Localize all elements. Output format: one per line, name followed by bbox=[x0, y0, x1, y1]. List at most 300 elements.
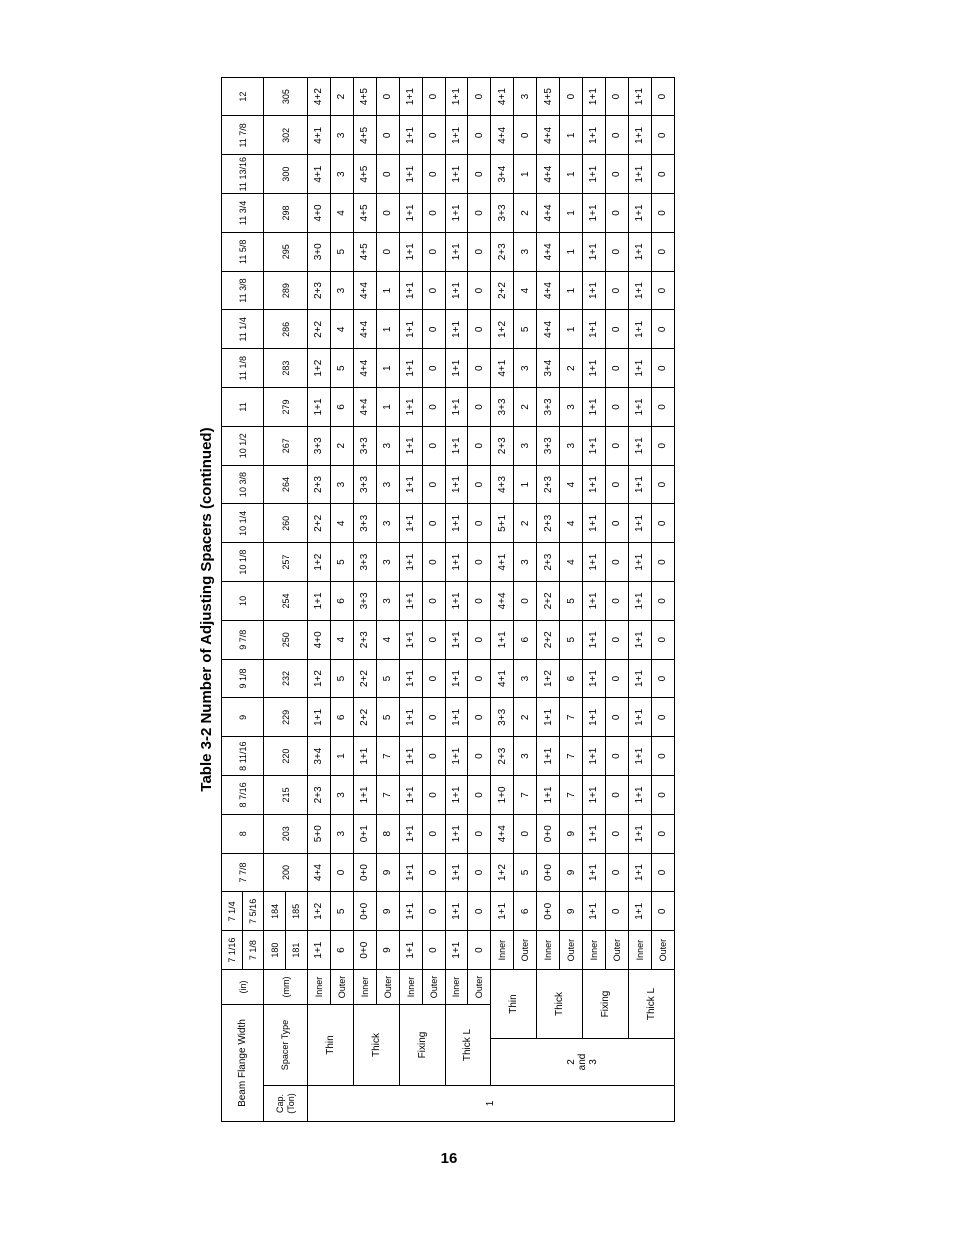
spacer-type-cell: Thin bbox=[491, 970, 537, 1039]
inch-width-header: 11 13/16 bbox=[222, 155, 264, 194]
value-cell: 1+1 bbox=[583, 388, 606, 427]
value-cell: 1+1 bbox=[445, 620, 468, 659]
table-row bbox=[353, 77, 376, 1121]
table-row bbox=[560, 77, 583, 1121]
value-cell: 3 bbox=[560, 388, 583, 427]
value-cell: 1+1 bbox=[445, 814, 468, 853]
value-cell: 1 bbox=[560, 194, 583, 233]
table-row bbox=[422, 77, 445, 1121]
value-cell: 5 bbox=[560, 620, 583, 659]
inch-width-header: 10 1/2 bbox=[222, 426, 264, 465]
value-cell: 5 bbox=[376, 698, 399, 737]
value-cell: 1+1 bbox=[628, 155, 651, 194]
value-cell: 2+3 bbox=[537, 504, 560, 543]
value-cell: 3 bbox=[514, 232, 537, 271]
value-cell: 3 bbox=[330, 465, 353, 504]
value-cell: 1+1 bbox=[399, 271, 422, 310]
value-cell: 0 bbox=[651, 776, 674, 815]
value-cell: 5+1 bbox=[491, 504, 514, 543]
value-cell: 2 bbox=[330, 426, 353, 465]
mm-sub-header: 181 bbox=[286, 931, 308, 970]
value-cell: 1+1 bbox=[445, 853, 468, 892]
value-cell: 4 bbox=[514, 271, 537, 310]
value-cell: 9 bbox=[560, 853, 583, 892]
value-cell: 4+1 bbox=[491, 659, 514, 698]
value-cell: 1+1 bbox=[445, 310, 468, 349]
value-cell: 0 bbox=[605, 349, 628, 388]
value-cell: 4+4 bbox=[537, 271, 560, 310]
value-cell: 3 bbox=[330, 271, 353, 310]
value-cell: 5 bbox=[330, 892, 353, 931]
value-cell: 1+1 bbox=[628, 77, 651, 116]
capacity-line: and bbox=[577, 1053, 589, 1071]
value-cell: 4+1 bbox=[307, 116, 330, 155]
value-cell: 4 bbox=[560, 465, 583, 504]
value-cell: 0 bbox=[468, 814, 491, 853]
value-cell: 0 bbox=[605, 814, 628, 853]
rotated-table-container bbox=[192, 88, 675, 1122]
value-cell: 3+3 bbox=[353, 543, 376, 582]
value-cell: 7 bbox=[376, 737, 399, 776]
value-cell: 1+1 bbox=[537, 776, 560, 815]
value-cell: 4+4 bbox=[491, 116, 514, 155]
value-cell: 0 bbox=[651, 349, 674, 388]
position-cell: Inner bbox=[445, 970, 468, 1005]
value-cell: 0 bbox=[651, 116, 674, 155]
value-cell: 6 bbox=[330, 698, 353, 737]
value-cell: 4 bbox=[330, 504, 353, 543]
inch-width-header: 10 3/8 bbox=[222, 465, 264, 504]
value-cell: 0 bbox=[422, 582, 445, 621]
value-cell: 2+2 bbox=[353, 698, 376, 737]
position-cell: Inner bbox=[307, 970, 330, 1005]
value-cell: 0 bbox=[651, 194, 674, 233]
value-cell: 1+1 bbox=[445, 77, 468, 116]
header-row-inch bbox=[222, 77, 243, 1121]
mm-width-header: 279 bbox=[264, 388, 308, 427]
value-cell: 0 bbox=[468, 155, 491, 194]
value-cell: 1+1 bbox=[399, 388, 422, 427]
value-cell: 0+0 bbox=[353, 931, 376, 970]
inch-width-header: 8 bbox=[222, 814, 264, 853]
inch-width-header: 8 11/16 bbox=[222, 737, 264, 776]
value-cell: 0 bbox=[330, 853, 353, 892]
value-cell: 4+0 bbox=[307, 194, 330, 233]
mm-width-header: 180 bbox=[264, 931, 286, 970]
table-row bbox=[514, 77, 537, 1121]
value-cell: 0 bbox=[468, 77, 491, 116]
value-cell: 1 bbox=[514, 155, 537, 194]
value-cell: 0 bbox=[605, 194, 628, 233]
value-cell: 2 bbox=[514, 388, 537, 427]
inch-width-header: 7 1/16 bbox=[222, 931, 243, 970]
value-cell: 0 bbox=[651, 853, 674, 892]
value-cell: 5 bbox=[330, 232, 353, 271]
value-cell: 2+3 bbox=[537, 543, 560, 582]
table-row bbox=[651, 77, 674, 1121]
value-cell: 2+2 bbox=[307, 504, 330, 543]
spacer-type-cell: Fixing bbox=[583, 970, 629, 1039]
value-cell: 1+2 bbox=[537, 659, 560, 698]
value-cell: 1+1 bbox=[583, 426, 606, 465]
value-cell: 1+1 bbox=[628, 892, 651, 931]
value-cell: 1+1 bbox=[399, 155, 422, 194]
spacer-type-cell: Thick L bbox=[445, 1005, 491, 1086]
value-cell: 1 bbox=[330, 737, 353, 776]
value-cell: 0 bbox=[651, 659, 674, 698]
value-cell: 2+3 bbox=[353, 620, 376, 659]
value-cell: 4 bbox=[330, 620, 353, 659]
value-cell: 1+0 bbox=[491, 776, 514, 815]
value-cell: 1+1 bbox=[628, 814, 651, 853]
value-cell: 1+1 bbox=[399, 620, 422, 659]
value-cell: 5 bbox=[376, 659, 399, 698]
value-cell: 3+3 bbox=[353, 582, 376, 621]
value-cell: 4 bbox=[330, 194, 353, 233]
value-cell: 1+2 bbox=[491, 310, 514, 349]
mm-width-header: 220 bbox=[264, 737, 308, 776]
value-cell: 0 bbox=[605, 426, 628, 465]
value-cell: 0 bbox=[468, 659, 491, 698]
value-cell: 9 bbox=[376, 892, 399, 931]
value-cell: 5+0 bbox=[307, 814, 330, 853]
value-cell: 0 bbox=[422, 931, 445, 970]
value-cell: 1+1 bbox=[445, 543, 468, 582]
value-cell: 1+1 bbox=[445, 931, 468, 970]
value-cell: 5 bbox=[330, 349, 353, 388]
value-cell: 0 bbox=[651, 77, 674, 116]
capacity-line: 3 bbox=[588, 1059, 600, 1065]
spacer-type-cell: Thick bbox=[353, 1005, 399, 1086]
value-cell: 1+1 bbox=[399, 310, 422, 349]
value-cell: 0 bbox=[605, 504, 628, 543]
value-cell: 1+1 bbox=[491, 620, 514, 659]
value-cell: 0+0 bbox=[353, 892, 376, 931]
value-cell: 1+1 bbox=[399, 737, 422, 776]
value-cell: 1+1 bbox=[628, 659, 651, 698]
position-cell: Inner bbox=[583, 931, 606, 970]
mm-width-header: 260 bbox=[264, 504, 308, 543]
value-cell: 4+0 bbox=[307, 620, 330, 659]
value-cell: 5 bbox=[330, 659, 353, 698]
mm-width-header: 283 bbox=[264, 349, 308, 388]
value-cell: 0 bbox=[422, 543, 445, 582]
value-cell: 7 bbox=[560, 698, 583, 737]
value-cell: 0 bbox=[422, 814, 445, 853]
value-cell: 0 bbox=[651, 698, 674, 737]
mm-width-header: 232 bbox=[264, 659, 308, 698]
value-cell: 2 bbox=[514, 194, 537, 233]
value-cell: 3+3 bbox=[353, 426, 376, 465]
mm-width-header: 254 bbox=[264, 582, 308, 621]
position-cell: Outer bbox=[560, 931, 583, 970]
value-cell: 1+2 bbox=[307, 543, 330, 582]
table-row bbox=[605, 77, 628, 1121]
value-cell: 4+4 bbox=[537, 232, 560, 271]
value-cell: 0 bbox=[651, 892, 674, 931]
mm-width-header: 229 bbox=[264, 698, 308, 737]
value-cell: 1+1 bbox=[307, 388, 330, 427]
value-cell: 1+1 bbox=[445, 892, 468, 931]
value-cell: 1+1 bbox=[628, 194, 651, 233]
mm-width-header: 267 bbox=[264, 426, 308, 465]
value-cell: 0 bbox=[422, 853, 445, 892]
value-cell: 9 bbox=[560, 814, 583, 853]
value-cell: 1+1 bbox=[307, 931, 330, 970]
value-cell: 4+3 bbox=[491, 465, 514, 504]
value-cell: 4+4 bbox=[353, 388, 376, 427]
value-cell: 0 bbox=[605, 776, 628, 815]
document-frame bbox=[192, 88, 675, 1122]
inch-width-header: 10 bbox=[222, 582, 264, 621]
value-cell: 3+4 bbox=[491, 155, 514, 194]
value-cell: 1+1 bbox=[399, 814, 422, 853]
value-cell: 0 bbox=[605, 853, 628, 892]
mm-width-header: 250 bbox=[264, 620, 308, 659]
value-cell: 2+2 bbox=[537, 620, 560, 659]
value-cell: 0 bbox=[468, 504, 491, 543]
value-cell: 1+1 bbox=[445, 426, 468, 465]
value-cell: 6 bbox=[330, 388, 353, 427]
value-cell: 3 bbox=[376, 465, 399, 504]
table-row bbox=[628, 77, 651, 1121]
value-cell: 1+2 bbox=[307, 349, 330, 388]
value-cell: 2 bbox=[330, 77, 353, 116]
value-cell: 1 bbox=[560, 155, 583, 194]
value-cell: 0 bbox=[468, 116, 491, 155]
value-cell: 9 bbox=[376, 931, 399, 970]
mm-width-header: 298 bbox=[264, 194, 308, 233]
value-cell: 0 bbox=[651, 232, 674, 271]
position-cell: Inner bbox=[353, 970, 376, 1005]
value-cell: 1+1 bbox=[445, 388, 468, 427]
value-cell: 0 bbox=[422, 349, 445, 388]
value-cell: 0 bbox=[422, 116, 445, 155]
value-cell: 0 bbox=[422, 155, 445, 194]
value-cell: 4+5 bbox=[537, 77, 560, 116]
value-cell: 4+4 bbox=[537, 155, 560, 194]
value-cell: 0 bbox=[422, 776, 445, 815]
value-cell: 1+1 bbox=[583, 698, 606, 737]
value-cell: 1+1 bbox=[491, 892, 514, 931]
value-cell: 0 bbox=[422, 620, 445, 659]
value-cell: 1+1 bbox=[628, 465, 651, 504]
value-cell: 4+1 bbox=[491, 349, 514, 388]
value-cell: 1+1 bbox=[445, 232, 468, 271]
table-row bbox=[491, 77, 514, 1121]
value-cell: 1+1 bbox=[628, 271, 651, 310]
value-cell: 1+1 bbox=[628, 582, 651, 621]
inch-width-header: 11 bbox=[222, 388, 264, 427]
value-cell: 1+1 bbox=[628, 116, 651, 155]
value-cell: 4 bbox=[330, 310, 353, 349]
value-cell: 0 bbox=[468, 465, 491, 504]
value-cell: 0 bbox=[605, 116, 628, 155]
value-cell: 4+5 bbox=[353, 77, 376, 116]
value-cell: 0 bbox=[468, 194, 491, 233]
value-cell: 3 bbox=[514, 659, 537, 698]
value-cell: 3 bbox=[330, 116, 353, 155]
value-cell: 4+4 bbox=[537, 116, 560, 155]
mm-width-header: 257 bbox=[264, 543, 308, 582]
value-cell: 4+5 bbox=[353, 232, 376, 271]
value-cell: 1+1 bbox=[583, 232, 606, 271]
value-cell: 2+2 bbox=[491, 271, 514, 310]
value-cell: 0 bbox=[514, 116, 537, 155]
spacer-type-cell: Thick bbox=[537, 970, 583, 1039]
value-cell: 1+1 bbox=[399, 853, 422, 892]
value-cell: 3+4 bbox=[307, 737, 330, 776]
value-cell: 1+1 bbox=[445, 271, 468, 310]
value-cell: 0 bbox=[422, 737, 445, 776]
value-cell: 3+3 bbox=[491, 698, 514, 737]
value-cell: 1+1 bbox=[399, 465, 422, 504]
value-cell: 1+1 bbox=[353, 737, 376, 776]
value-cell: 4+4 bbox=[353, 310, 376, 349]
inch-width-header: 9 bbox=[222, 698, 264, 737]
value-cell: 9 bbox=[376, 853, 399, 892]
beam-flange-width-label: Beam Flange Width bbox=[222, 1005, 264, 1122]
value-cell: 0 bbox=[468, 543, 491, 582]
value-cell: 0 bbox=[468, 892, 491, 931]
value-cell: 1+1 bbox=[353, 776, 376, 815]
value-cell: 7 bbox=[560, 776, 583, 815]
value-cell: 1+1 bbox=[445, 465, 468, 504]
value-cell: 3+3 bbox=[307, 426, 330, 465]
value-cell: 1+1 bbox=[399, 582, 422, 621]
value-cell: 1+1 bbox=[583, 465, 606, 504]
value-cell: 7 bbox=[376, 776, 399, 815]
mm-width-header: 295 bbox=[264, 232, 308, 271]
value-cell: 7 bbox=[514, 776, 537, 815]
spacer-table bbox=[221, 77, 675, 1122]
value-cell: 0 bbox=[468, 349, 491, 388]
value-cell: 0 bbox=[651, 543, 674, 582]
value-cell: 1+1 bbox=[537, 698, 560, 737]
value-cell: 3 bbox=[514, 77, 537, 116]
value-cell: 4 bbox=[560, 543, 583, 582]
value-cell: 0 bbox=[468, 620, 491, 659]
value-cell: 1+1 bbox=[583, 892, 606, 931]
value-cell: 0 bbox=[422, 504, 445, 543]
value-cell: 1+1 bbox=[399, 349, 422, 388]
value-cell: 3+4 bbox=[537, 349, 560, 388]
value-cell: 0 bbox=[651, 271, 674, 310]
value-cell: 1+1 bbox=[628, 853, 651, 892]
value-cell: 0 bbox=[651, 465, 674, 504]
value-cell: 2+3 bbox=[491, 232, 514, 271]
value-cell: 0+0 bbox=[537, 892, 560, 931]
value-cell: 0 bbox=[468, 388, 491, 427]
inch-width-header: 10 1/4 bbox=[222, 504, 264, 543]
value-cell: 0 bbox=[422, 465, 445, 504]
spacer-type-cell: Thick L bbox=[628, 970, 674, 1039]
value-cell: 1 bbox=[560, 116, 583, 155]
mm-width-header: 302 bbox=[264, 116, 308, 155]
value-cell: 0 bbox=[422, 426, 445, 465]
value-cell: 1+1 bbox=[628, 310, 651, 349]
value-cell: 3 bbox=[330, 776, 353, 815]
value-cell: 4+5 bbox=[353, 194, 376, 233]
value-cell: 0 bbox=[605, 659, 628, 698]
table-row bbox=[330, 77, 353, 1121]
value-cell: 1+1 bbox=[583, 582, 606, 621]
value-cell: 0 bbox=[605, 271, 628, 310]
value-cell: 0+0 bbox=[537, 853, 560, 892]
value-cell: 6 bbox=[514, 620, 537, 659]
value-cell: 0 bbox=[376, 77, 399, 116]
value-cell: 2+3 bbox=[307, 776, 330, 815]
value-cell: 1 bbox=[376, 349, 399, 388]
value-cell: 1+1 bbox=[583, 620, 606, 659]
value-cell: 6 bbox=[560, 659, 583, 698]
value-cell: 1+1 bbox=[399, 194, 422, 233]
value-cell: 0 bbox=[468, 737, 491, 776]
value-cell: 2+3 bbox=[491, 426, 514, 465]
value-cell: 3 bbox=[330, 155, 353, 194]
mm-width-header: 215 bbox=[264, 776, 308, 815]
inch-width-header: 10 1/8 bbox=[222, 543, 264, 582]
value-cell: 1+1 bbox=[628, 349, 651, 388]
value-cell: 2 bbox=[514, 504, 537, 543]
value-cell: 0 bbox=[422, 77, 445, 116]
inch-width-header: 12 bbox=[222, 77, 264, 116]
value-cell: 0 bbox=[651, 814, 674, 853]
spacer-type-cell: Thin bbox=[307, 1005, 353, 1086]
value-cell: 4+4 bbox=[307, 853, 330, 892]
value-cell: 1+1 bbox=[445, 155, 468, 194]
value-cell: 1+1 bbox=[399, 892, 422, 931]
value-cell: 5 bbox=[560, 582, 583, 621]
capacity-cell bbox=[491, 1039, 675, 1086]
value-cell: 4 bbox=[376, 620, 399, 659]
value-cell: 1+1 bbox=[537, 737, 560, 776]
value-cell: 1+1 bbox=[445, 776, 468, 815]
value-cell: 0 bbox=[376, 116, 399, 155]
value-cell: 1+1 bbox=[445, 737, 468, 776]
position-cell: Outer bbox=[651, 931, 674, 970]
value-cell: 4+1 bbox=[491, 77, 514, 116]
value-cell: 1+1 bbox=[399, 77, 422, 116]
value-cell: 6 bbox=[330, 582, 353, 621]
value-cell: 2+2 bbox=[353, 659, 376, 698]
value-cell: 1+1 bbox=[583, 349, 606, 388]
value-cell: 1+1 bbox=[445, 698, 468, 737]
value-cell: 4+4 bbox=[537, 310, 560, 349]
value-cell: 0 bbox=[468, 232, 491, 271]
value-cell: 0 bbox=[468, 853, 491, 892]
value-cell: 3+3 bbox=[353, 504, 376, 543]
value-cell: 3+3 bbox=[537, 388, 560, 427]
table-row bbox=[537, 77, 560, 1121]
mm-sub-header: 185 bbox=[286, 892, 308, 931]
position-cell: Outer bbox=[330, 970, 353, 1005]
value-cell: 3 bbox=[376, 543, 399, 582]
value-cell: 1+1 bbox=[399, 931, 422, 970]
value-cell: 1+1 bbox=[583, 853, 606, 892]
value-cell: 0 bbox=[376, 155, 399, 194]
value-cell: 0 bbox=[651, 504, 674, 543]
inch-width-header: 11 1/4 bbox=[222, 310, 264, 349]
inch-sub-header: 7 1/8 bbox=[243, 931, 264, 970]
table-row bbox=[583, 77, 606, 1121]
value-cell: 1+1 bbox=[628, 504, 651, 543]
value-cell: 0 bbox=[376, 194, 399, 233]
value-cell: 4+1 bbox=[307, 155, 330, 194]
inch-width-header: 9 7/8 bbox=[222, 620, 264, 659]
value-cell: 1+1 bbox=[399, 426, 422, 465]
value-cell: 0 bbox=[560, 77, 583, 116]
